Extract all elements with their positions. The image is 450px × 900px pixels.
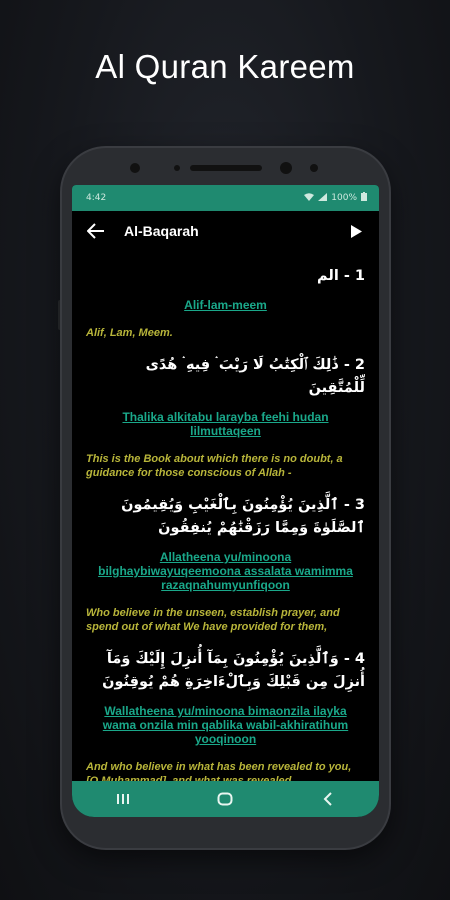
wifi-icon xyxy=(304,193,314,204)
play-icon[interactable] xyxy=(345,220,367,242)
arrow-left-icon[interactable] xyxy=(84,219,108,243)
verse-item[interactable] xyxy=(86,265,365,340)
verse-transliteration[interactable]: Alif-lam-meem xyxy=(184,298,267,312)
verse-translation: And who believe in what has been revealed to you, xyxy=(86,761,352,773)
page-title: Al-Baqarah xyxy=(124,223,199,239)
signal-icon xyxy=(318,193,327,204)
verse-transliteration[interactable]: Thalika alkitabu larayba feehi hudan lilmuttaqeen xyxy=(122,410,329,438)
status-bar xyxy=(72,185,379,211)
verse-arabic: 3 - ٱلَّذِينَ يُؤْمِنُونَ بِٱلْغَيْبِ وَيُقِيمُونَ ٱلصَّلَوٰةَ وَمِمَّا رَزَقْنَٰهُمْ يُنفِقُونَ xyxy=(121,497,365,536)
verse-translation: Who believe in the unseen, establish prayer, and spend out of what We have provided for them, xyxy=(86,607,340,633)
verse-transliteration[interactable]: Wallatheena yu/minoona bimaonzila ilayka wama onzila min qablika wabil-akhiratihum yooqinoon xyxy=(102,704,349,746)
nav-back-icon[interactable] xyxy=(308,784,348,814)
verse-item[interactable] xyxy=(86,648,365,788)
battery-text: 100% xyxy=(331,193,357,203)
verse-translation: This is the Book about which there is no doubt, a guidance for those conscious of Allah - xyxy=(86,453,343,479)
verse-transliteration[interactable]: Allatheena yu/minoona bilghaybiwayuqeemoona assalata wamimma razaqnahumyunfiqoon xyxy=(98,550,353,592)
phone-speaker xyxy=(190,165,262,171)
verse-item[interactable] xyxy=(86,354,365,480)
home-icon[interactable] xyxy=(205,784,245,814)
camera-icon xyxy=(130,163,140,173)
front-camera-icon xyxy=(280,162,292,174)
sensor-icon xyxy=(174,165,180,171)
proximity-sensor-icon xyxy=(310,164,318,172)
verse-item[interactable] xyxy=(86,494,365,634)
app-bar xyxy=(72,211,379,251)
verse-arabic: 2 - ذَٰلِكَ ٱلْكِتَٰبُ لَا رَيْبَ ۛ فِيهِ ۛ هُدًى لِّلْمُتَّقِينَ xyxy=(145,357,365,396)
status-icons xyxy=(304,192,367,204)
recents-icon[interactable] xyxy=(103,784,143,814)
verse-translation: Alif, Lam, Meem. xyxy=(86,327,173,339)
status-time: 4:42 xyxy=(86,193,107,203)
verse-arabic: 1 - الم xyxy=(317,268,365,284)
battery-icon xyxy=(361,192,367,204)
promo-title: Al Quran Kareem xyxy=(95,48,355,85)
verse-list[interactable] xyxy=(72,251,379,788)
phone-screen xyxy=(72,185,379,817)
system-nav-bar xyxy=(72,781,379,817)
verse-arabic: 4 - وَٱلَّذِينَ يُؤْمِنُونَ بِمَآ أُنزِلَ إِلَيْكَ وَمَآ أُنزِلَ مِن قَبْلِكَ وَبِٱلْءَاخِرَةِ هُمْ يُوقِنُونَ xyxy=(102,651,365,690)
